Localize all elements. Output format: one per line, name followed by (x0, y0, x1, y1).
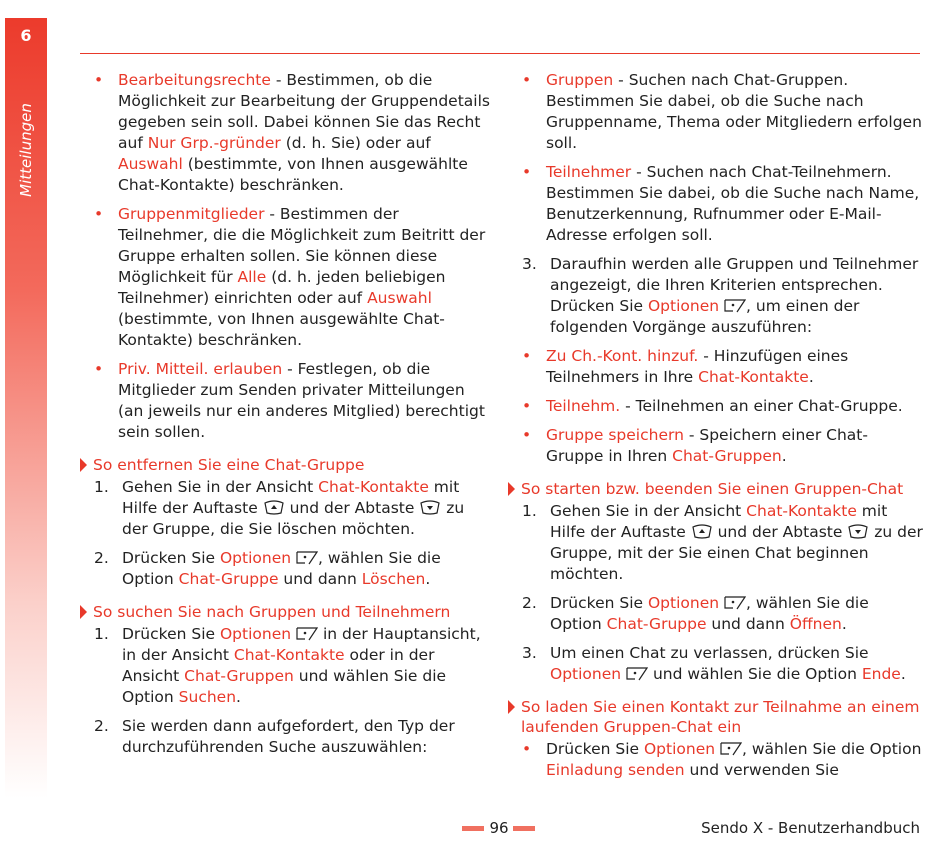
left-column (80, 70, 490, 766)
down-key-icon (847, 524, 869, 539)
options-softkey-icon (296, 626, 318, 641)
step-1-remove: 1. Gehen Sie in der Ansicht Chat-Kontakte mit Hilfe der Auftaste und der Abtaste zu der Gruppe, die Sie löschen möchten. (94, 478, 465, 538)
bullet-gruppen: • Gruppen - Suchen nach Chat-Gruppen. Bestimmen Sie dabei, ob die Suche nach Gruppenname, Thema oder Mitgliedern erfolgen soll. (508, 70, 923, 154)
options-softkey-icon (724, 595, 746, 610)
section-heading-search: So suchen Sie nach Gruppen und Teilnehmern (80, 602, 490, 622)
step-3-search: 3. Daraufhin werden alle Gruppen und Teilnehmer angezeigt, die Ihren Kriterien entsprechen. Drücken Sie Optionen , um einen der folgenden Vorgänge auszuführen: (522, 255, 919, 336)
section-heading-start-chat: So starten bzw. beenden Sie einen Gruppen-Chat (508, 479, 923, 499)
footer-decor-right (513, 826, 535, 831)
section-heading-remove-group: So entfernen Sie eine Chat-Gruppe (80, 455, 490, 475)
step-2-start: 2. Drücken Sie Optionen , wählen Sie die Option Chat-Gruppe und dann Öffnen. (522, 594, 869, 633)
bullet-save-group: • Gruppe speichern - Speichern einer Chat-Gruppe in Ihren Chat-Gruppen. (508, 425, 923, 467)
bullet-bearbeitungsrechte: • Bearbeitungsrechte - Bestimmen, ob die Möglichkeit zur Bearbeitung der Gruppendetails gegeben sein soll. Dabei können Sie das Recht auf Nur Grp.-gründer (d. h. Sie) oder auf Auswahl (bestimmte, von Ihnen ausgewählte Chat-Kontakte) beschränken. (80, 70, 490, 196)
bullet-teilnehmer: • Teilnehmer - Suchen nach Chat-Teilnehmern. Bestimmen Sie dabei, ob die Suche nach Name, Benutzerkennung, Rufnummer oder E-Mail-Adresse erfolgen soll. (508, 162, 923, 246)
right-column (508, 70, 923, 789)
chapter-label: Mitteilungen (17, 103, 35, 197)
header-rule (80, 53, 920, 54)
footer-title: Sendo X - Benutzerhandbuch (701, 819, 920, 837)
step-3-start: 3. Um einen Chat zu verlassen, drücken Sie Optionen und wählen Sie die Option Ende. (522, 644, 906, 683)
up-key-icon (263, 500, 285, 515)
options-softkey-icon (724, 298, 746, 313)
page-number: 96 (489, 819, 509, 837)
step-1-search: 1. Drücken Sie Optionen in der Hauptansicht, in der Ansicht Chat-Kontakte oder in der Ansicht Chat-Gruppen und wählen Sie die Option Suchen. (94, 625, 481, 706)
bullet-gruppenmitglieder: • Gruppenmitglieder - Bestimmen der Teilnehmer, die die Möglichkeit zum Beitritt der Gruppe erhalten sollen. Sie können diese Möglichkeit für Alle (d. h. jeden beliebigen Teilnehmer) einrichten oder auf Auswahl (bestimmte, von Ihnen ausgewählte Chat-Kontakte) beschränken. (80, 204, 490, 351)
bullet-add-contact: • Zu Ch.-Kont. hinzuf. - Hinzufügen eines Teilnehmers in Ihre Chat-Kontakte. (508, 346, 923, 388)
up-key-icon (691, 524, 713, 539)
options-softkey-icon (296, 550, 318, 565)
chapter-number: 6 (20, 25, 32, 45)
footer-decor-left (462, 826, 484, 831)
bullet-join: • Teilnehm. - Teilnehmen an einer Chat-Gruppe. (508, 396, 923, 417)
step-2-search: 2. Sie werden dann aufgefordert, den Typ der durchzuführenden Suche auszuwählen: (94, 717, 455, 756)
step-2-remove: 2. Drücken Sie Optionen , wählen Sie die Option Chat-Gruppe und dann Löschen. (94, 549, 441, 588)
step-1-start: 1. Gehen Sie in der Ansicht Chat-Kontakte mit Hilfe der Auftaste und der Abtaste zu der Gruppe, mit der Sie einen Chat beginnen möchten. (522, 502, 923, 583)
section-heading-invite: So laden Sie einen Kontakt zur Teilnahme an einem laufenden Gruppen-Chat ein (508, 697, 923, 737)
options-softkey-icon (626, 666, 648, 681)
bullet-invite: • Drücken Sie Optionen , wählen Sie die Option Einladung senden und verwenden Sie (508, 739, 923, 781)
options-softkey-icon (720, 741, 742, 756)
down-key-icon (419, 500, 441, 515)
chapter-sidebar (5, 18, 47, 798)
bullet-priv-mitteil: • Priv. Mitteil. erlauben - Festlegen, ob die Mitglieder zum Senden privater Mitteilungen (an jeweils nur ein anderes Mitglied) berechtigt sein sollen. (80, 359, 490, 443)
chapter-label-wrap (11, 70, 41, 230)
